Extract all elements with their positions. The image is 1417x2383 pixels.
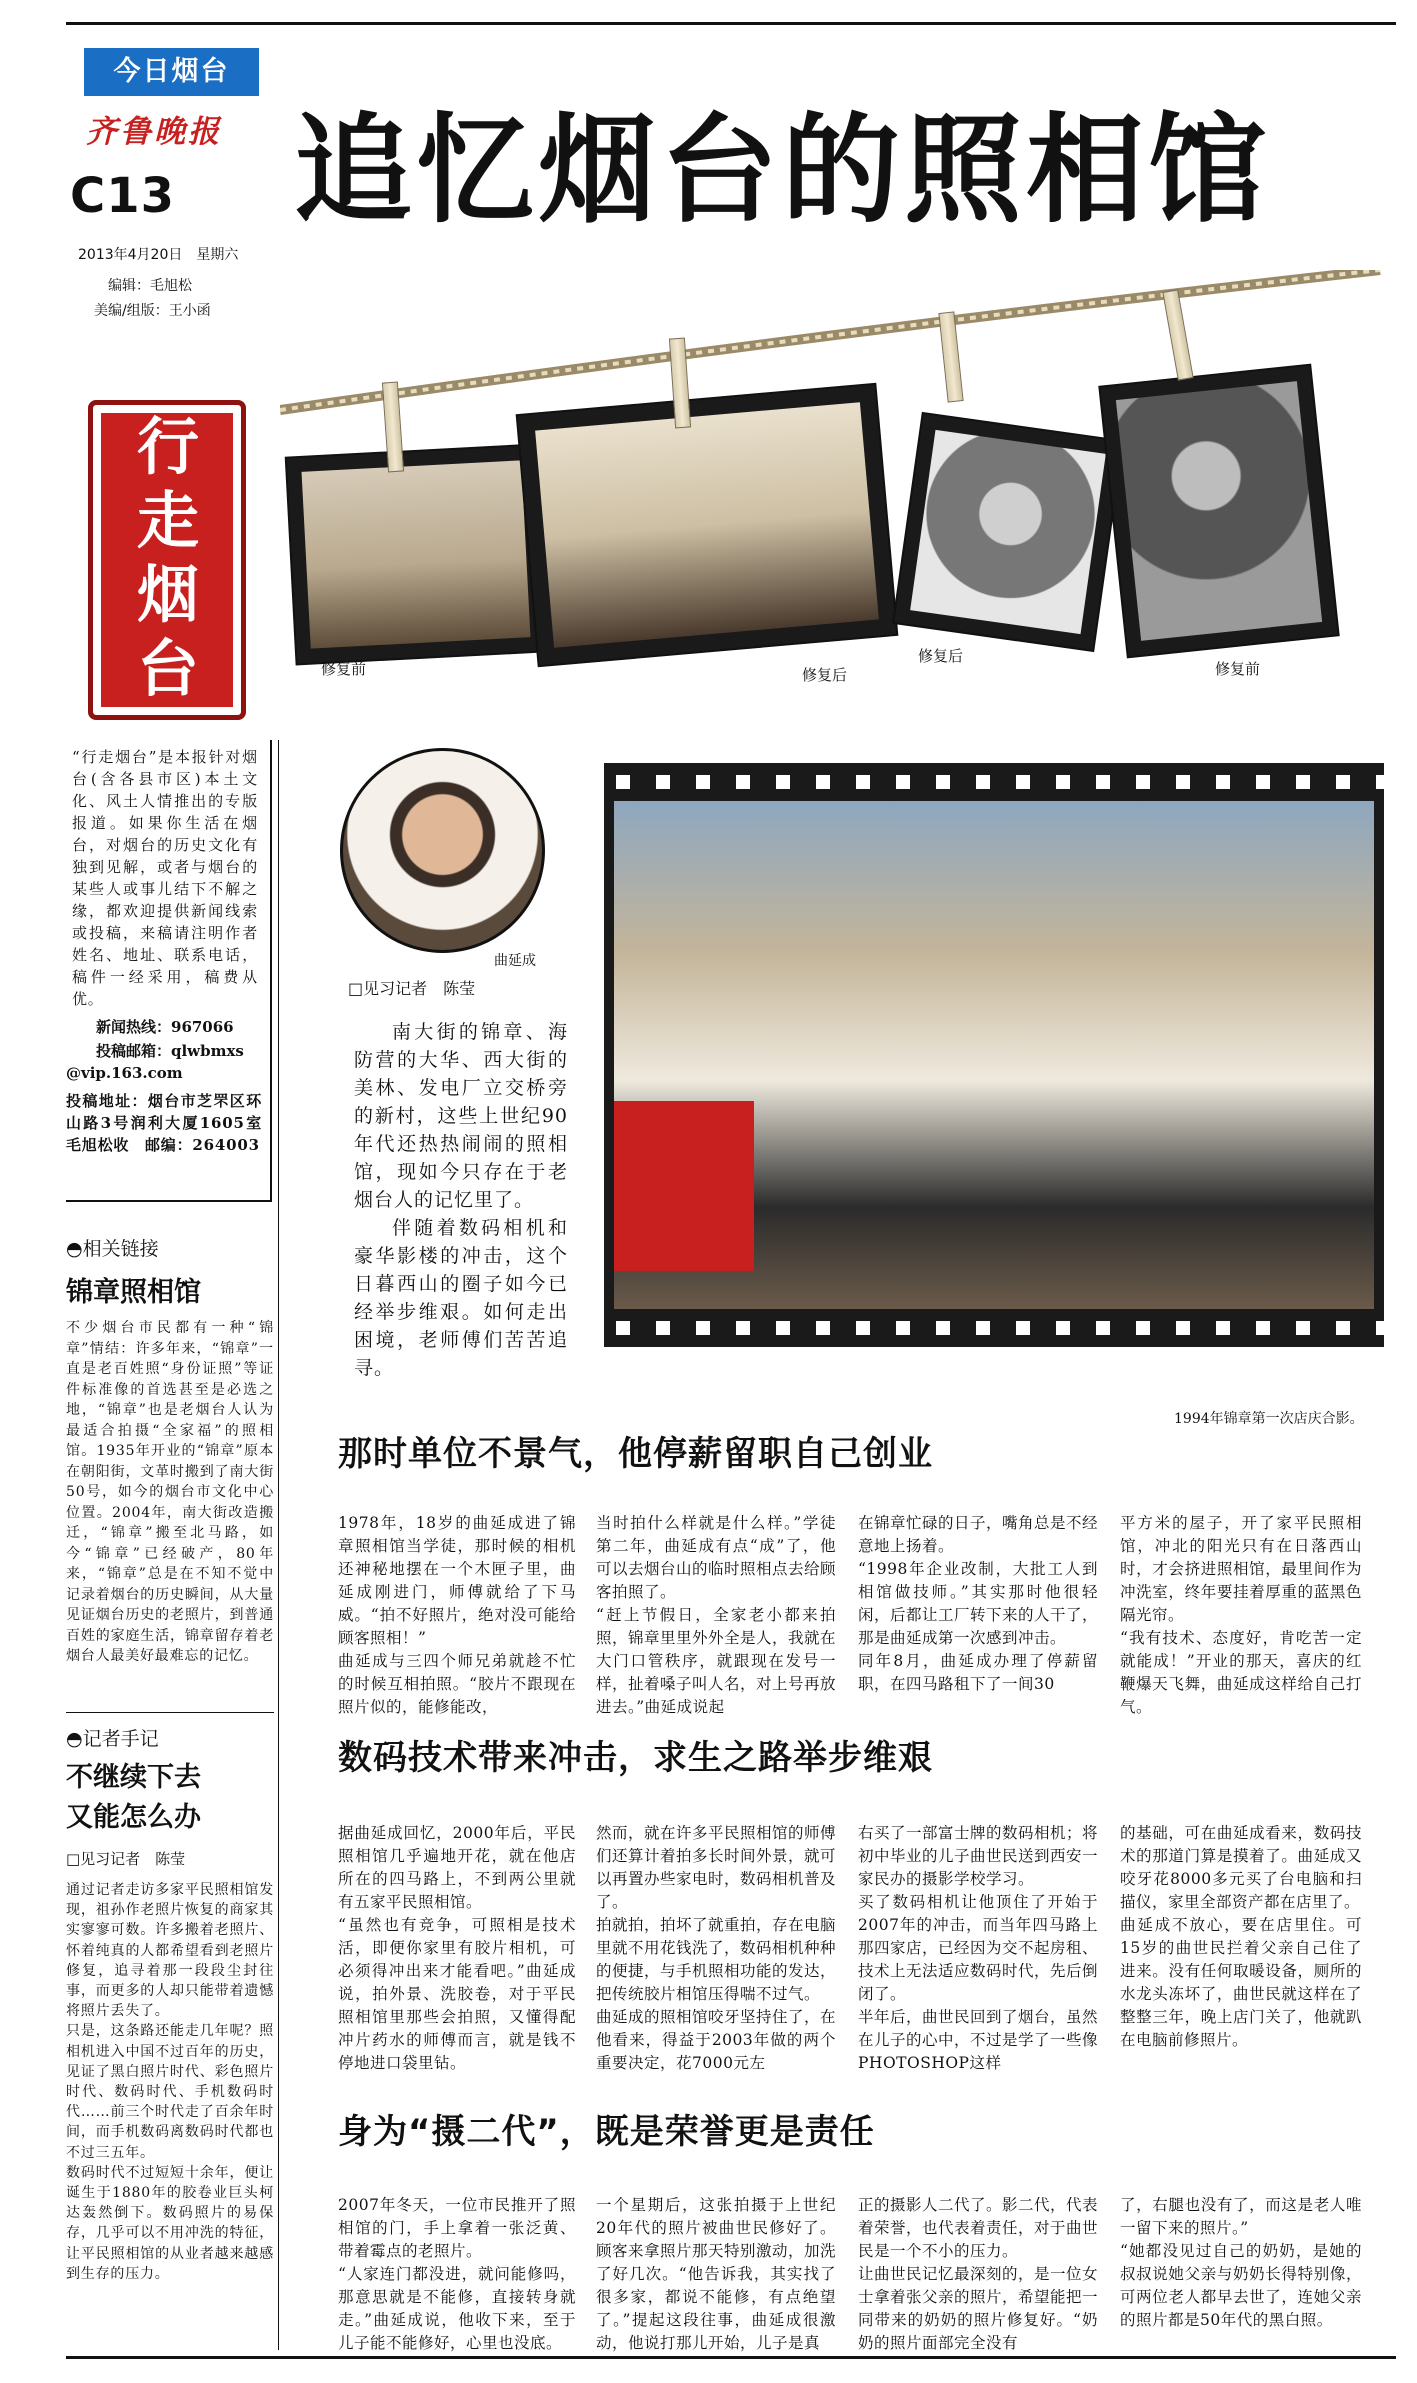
related-link-title: 锦章照相馆 — [66, 1277, 201, 1308]
lead-byline: □见习记者 陈莹 — [348, 979, 476, 998]
related-link-text: 不少烟台市民都有一种“锦章”情结：许多年来，“锦章”一直是老百姓照“身份证照”等证件标准像的首选甚至是必选之地，“锦章”也是老烟台人认为最适合拍摄“全家福”的照相馆。1935年开业的“锦章”原本在朝阳街，文革时搬到了南大街50号，如今的烟台市文化中心位置。2004年，南大街改造搬迁，“锦章”搬至北马路，如今“锦章”已经破产，80年来，“锦章”总是在不知不觉中记录着烟台的历史瞬间，从大量见证烟台历史的老照片，到普通百姓的家庭生活，锦章留存着老烟台人最美好最难忘的记忆。 — [66, 1320, 274, 1664]
reporter-note-label: ◓记者手记 — [66, 1728, 159, 1750]
article-column: 平方米的屋子，开了家平民照相馆，冲北的阳光只有在日落西山时，才会挤进照相馆，最里间作为冲洗室，终年要挂着厚重的蓝黑色隔光帘。 “我有技术、态度好，肯吃苦一定就能成！”开业的那天，喜庆的红鞭爆天飞舞，曲延成这样给自己打气。 — [1120, 1514, 1362, 1716]
page-headline: 追忆烟台的照相馆 — [294, 101, 1271, 239]
portrait-name: 曲延成 — [494, 953, 536, 969]
photo-caption: 修复前 — [1215, 660, 1261, 678]
section-tab: 今日烟台 — [84, 48, 259, 96]
email-domain: @vip.163.com — [66, 1064, 183, 1082]
group-photo-caption: 1994年锦章第一次店庆合影。 — [1174, 1411, 1364, 1427]
lead-paragraph: 南大街的锦章、海防营的大华、西大街的美林、发电厂立交桥旁的新村，这些上世纪90年代还热热闹闹的照相馆，现如今只存在于老烟台人的记忆里了。 — [354, 1021, 568, 1211]
section-heading: 那时单位不景气，他停薪留职自己创业 — [338, 1434, 933, 1474]
photo-caption: 修复前 — [321, 660, 367, 678]
photo-before-restore-1 — [287, 446, 545, 664]
article-column: 在锦章忙碌的日子，嘴角总是不经意地上扬着。 “1998年企业改制，大批工人到相馆做技师。”其实那时他很轻闲，后都让工厂转下来的人干了，那是曲延成第一次感到冲击。 同年8月，曲延成办理了停薪留职，在四马路租下了一间30 — [858, 1514, 1099, 1693]
photo-after-restore-2 — [894, 414, 1121, 650]
column-rule — [278, 740, 279, 2350]
article-column: 当时拍什么样就是什么样。”学徒第二年，曲延成有点“成”了，他可以去烟台山的临时照相点去给顾客拍照了。 “赶上节假日，全家老小都来拍照，锦章里里外外全是人，我就在大门口管秩序，就跟现在发号一样，扯着嗓子叫人名，对上号再放进去。”曲延成说起 — [596, 1514, 837, 1716]
bottom-rule — [66, 2356, 1396, 2359]
page-number: C13 — [70, 168, 176, 224]
issue-date: 2013年4月20日 星期六 — [78, 247, 239, 263]
photo-after-restore-1 — [518, 385, 896, 665]
designer-credit: 美编/组版：王小函 — [94, 303, 211, 319]
portrait-photo — [340, 748, 545, 953]
email-label: 投稿邮箱：qlwbmxs — [96, 1042, 244, 1060]
intro-text: “行走烟台”是本报针对烟台(含各县市区)本土文化、风土人情推出的专版报道。如果你生活在烟台，对烟台的历史文化有独到见解，或者与烟台的某些人或事儿结下不解之缘，都欢迎提供新闻线索或投稿，来稿请注明作者姓名、地址、联系电话，稿件一经采用，稿费从优。 — [72, 748, 258, 1008]
group-photo — [614, 801, 1374, 1309]
photo-caption: 修复后 — [802, 666, 848, 684]
article-column: 一个星期后，这张拍摄于上世纪20年代的照片被曲世民修好了。顾客来拿照片那天特别激动，加洗了好几次。“他告诉我，其实找了很多家，都说不能修，有点绝望了。”提起这段往事，曲延成很激动，他说打那儿开始，儿子是真 — [596, 2196, 837, 2352]
reporter-note-text: 通过记者走访多家平民照相馆发现，祖孙作老照片恢复的商家其实寥寥可数。许多搬着老照片、怀着纯真的人都希望看到老照片修复，追寻着那一段段尘封往事，而更多的人却只能带着遗憾将照片丢失了。 只是，这条路还能走几年呢？照相机进入中国不过百年的历史，见证了黑白照片时代、彩色照片时代、数码时代、手机数码时代……前三个时代走了百余年时间，而手机数码离数码时代都也不过三五年。 数码时代不过短短十余年，便让诞生于1880年的胶卷业巨头柯达轰然倒下。数码照片的易保存，几乎可以不用冲洗的特征，让平民照相馆的从业者越来越感到生存的压力。 — [66, 1882, 274, 2282]
photo-before-restore-2 — [1100, 366, 1337, 656]
column-logo-text: 行 走 烟 台 — [136, 410, 199, 705]
article-column: 2007年冬天，一位市民推开了照相馆的门，手上拿着一张泛黄、带着霉点的老照片。 “人家连门都没进，就问能修吗，那意思就是不能修，直接转身就走。”曲延成说，他收下来，至于儿子能不能修好，心里也没底。 — [338, 2196, 576, 2352]
article-column: 1978年，18岁的曲延成进了锦章照相馆当学徒，那时候的相机还神秘地摆在一个木匣子里，曲延成刚进门，师傅就给了下马威。“拍不好照片，绝对没可能给顾客照相！” 曲延成与三四个师兄弟就趁不忙的时候互相拍照。“胶片不跟现在照片似的，能修能改， — [338, 1514, 576, 1716]
article-column: 然而，就在许多平民照相馆的师傅们还算计着拍多长时间外景，就可以再置办些家电时，数码相机普及了。 拍就拍，拍坏了就重拍，存在电脑里就不用花钱洗了，数码相机种种的便捷，与手机照相功能的发达，把传统胶片相馆压得喘不过气。 曲延成的照相馆咬牙坚持住了，在他看来，得益于2003年做的两个重要决定，花7000元左 — [596, 1824, 837, 2072]
section-heading: 数码技术带来冲击，求生之路举步维艰 — [338, 1738, 933, 1778]
photo-caption: 修复后 — [918, 647, 964, 665]
group-photo-filmstrip — [604, 763, 1384, 1347]
related-link-label: ◓相关链接 — [66, 1238, 159, 1260]
news-hotline: 新闻热线：967066 — [96, 1018, 234, 1036]
editor-credit: 编辑：毛旭松 — [108, 278, 192, 294]
submit-address: 投稿地址：烟台市芝罘区环山路3号润利大厦1605室 毛旭松收 邮编：264003 — [66, 1092, 278, 1154]
reporter-note-byline: □见习记者 陈莹 — [66, 1850, 186, 1868]
divider — [66, 1712, 274, 1713]
article-column: 了，右腿也没有了，而这是老人唯一留下来的照片。” “她都没见过自己的奶奶，是她的叔叔说她父亲与奶奶长得特别像，可两位老人都早去世了，连她父亲的照片都是50年代的黑白照。 — [1120, 2196, 1362, 2329]
section-heading: 身为“摄二代”，既是荣誉更是责任 — [338, 2112, 875, 2152]
article-column: 据曲延成回忆，2000年后，平民照相馆几乎遍地开花，就在他店所在的四马路上，不到两公里就有五家平民照相馆。 “虽然也有竞争，可照相是技术活，即便你家里有胶片相机，可必须得冲出来才能看吧。”曲延成说，拍外景、洗胶卷，对于平民照相馆里那些会拍照，又懂得配冲片药水的师傅而言，就是钱不停地进口袋里钻。 — [338, 1824, 576, 2072]
article-column: 右买了一部富士牌的数码相机；将初中毕业的儿子曲世民送到西安一家民办的摄影学校学习。 买了数码相机让他顶住了开始于2007年的冲击，而当年四马路上那四家店，已经因为交不起房租、技术上无法适应数码时代，先后倒闭了。 半年后，曲世民回到了烟台，虽然在儿子的心中，不过是学了一些像PHOTOSHOP这样 — [858, 1824, 1099, 2072]
article-column: 的基础，可在曲延成看来，数码技术的那道门算是摸着了。曲延成又咬牙花8000多元买了台电脑和扫描仪，家里全部资产都在店里了。 曲延成不放心，要在店里住。可15岁的曲世民拦着父亲自己住了进来。没有任何取暖设备，厕所的水龙头冻坏了，曲世民就这样在了整整三年，晚上店门关了，他就趴在电脑前修照片。 — [1120, 1824, 1362, 2049]
lead-paragraph: 伴随着数码相机和豪华影楼的冲击，这个日暮西山的圈子如今已经举步维艰。如何走出困境，老师傅们苦苦追寻。 — [354, 1217, 568, 1379]
reporter-note-title: 不继续下去 又能怎么办 — [66, 1762, 201, 1833]
newspaper-logo: 齐鲁晚报 — [86, 114, 222, 150]
article-column: 正的摄影人二代了。影二代，代表着荣誉，也代表着责任，对于曲世民是一个不小的压力。 让曲世民记忆最深刻的，是一位女士拿着张父亲的照片，希望能把一同带来的奶奶的照片修复好。“奶奶的照片面部完全没有 — [858, 2196, 1099, 2352]
